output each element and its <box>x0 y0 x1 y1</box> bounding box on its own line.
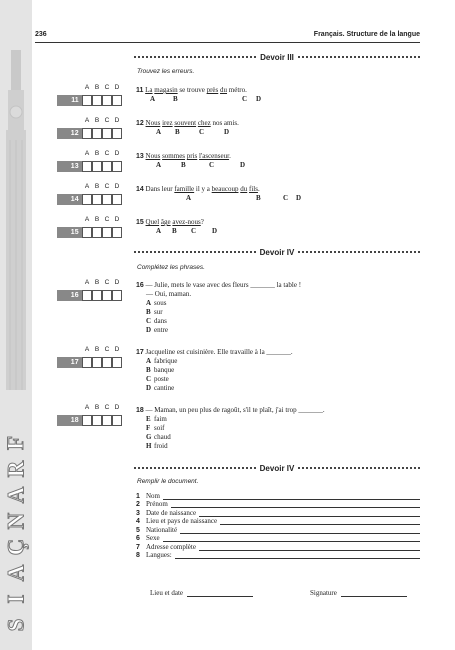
field-label: Nom <box>146 491 160 500</box>
underlined-segment: du <box>240 185 248 193</box>
question-number: 18 <box>136 407 144 414</box>
field-number: 8 <box>136 552 140 559</box>
answer-checkbox[interactable] <box>92 95 102 106</box>
error-label: C <box>209 161 215 169</box>
underlined-segment: Quel <box>145 218 160 226</box>
option-d[interactable] <box>136 384 293 393</box>
question-13 <box>136 152 231 161</box>
option-letter: C <box>146 375 152 383</box>
option-letter: C <box>146 317 152 325</box>
error-label: B <box>181 161 186 169</box>
option-b[interactable] <box>136 308 301 317</box>
question-17 <box>136 348 293 393</box>
option-text: dans <box>154 317 167 325</box>
answer-checkbox[interactable] <box>82 161 92 172</box>
field-label: Lieu et pays de naissance <box>146 517 218 525</box>
answer-letter: C <box>104 404 110 411</box>
underlined-segment: La <box>145 86 153 94</box>
form-field-row[interactable] <box>136 508 420 517</box>
option-text: sur <box>154 308 163 316</box>
error-label: D <box>256 95 262 103</box>
question-14 <box>136 185 260 194</box>
vertical-letter: F <box>3 435 28 451</box>
answer-checkbox[interactable] <box>102 415 112 426</box>
question-text: — Maman, un peu plus de ragoût, s'il te plaît, j'ai trop _______. <box>145 406 325 414</box>
sidebar <box>0 0 32 650</box>
error-label: C <box>199 128 205 136</box>
answer-letter: C <box>104 346 110 353</box>
question-number: 14 <box>136 186 144 193</box>
option-letter: E <box>146 415 151 423</box>
field-input-line[interactable] <box>180 527 420 534</box>
error-label: C <box>242 95 248 103</box>
error-label: D <box>212 227 218 235</box>
answer-checkbox[interactable] <box>112 227 122 238</box>
text-segment: se trouve <box>177 86 207 94</box>
answer-letter: B <box>94 183 100 190</box>
vertical-letter: Ç <box>3 538 28 556</box>
field-number: 3 <box>136 509 140 517</box>
answer-checkbox[interactable] <box>82 95 92 106</box>
question-text: — Julie, mets le vase avec des fleurs _______ la table ! <box>145 281 302 289</box>
answer-checkbox[interactable] <box>102 290 112 301</box>
option-letter: D <box>146 326 152 334</box>
lieu-date-field[interactable]: Lieu et date <box>150 589 253 597</box>
option-text: soif <box>154 424 165 432</box>
answer-number: 16 <box>57 290 82 301</box>
option-text: entre <box>154 326 168 334</box>
answer-letter: D <box>114 150 120 157</box>
vertical-letter: A <box>3 486 28 504</box>
instruction-devoir-4: Complétez les phrases. <box>137 264 205 271</box>
answer-letter: A <box>84 183 90 190</box>
field-input-line[interactable] <box>199 510 420 517</box>
answer-checkbox[interactable] <box>112 95 122 106</box>
form-field-row[interactable] <box>136 517 420 526</box>
instruction-devoir-3: Trouvez les erreurs. <box>137 68 195 75</box>
option-text: cantine <box>154 384 175 392</box>
answer-grid <box>57 346 122 368</box>
option-letter: G <box>146 433 152 441</box>
answer-grid <box>57 117 122 139</box>
answer-checkbox[interactable] <box>82 290 92 301</box>
option-c[interactable] <box>136 317 301 326</box>
answer-letter: B <box>94 84 100 91</box>
question-number: 11 <box>136 87 144 94</box>
answer-letter: D <box>114 216 120 223</box>
error-label: C <box>191 227 197 235</box>
option-letter: A <box>146 357 152 365</box>
answer-letter: B <box>94 404 100 411</box>
answer-checkbox[interactable] <box>92 415 102 426</box>
underlined-segment: l'ascenseur <box>199 152 230 160</box>
form-field-row[interactable] <box>136 491 420 500</box>
answer-letter: A <box>84 279 90 286</box>
page-header <box>35 30 420 43</box>
option-letter: F <box>146 424 151 432</box>
answer-checkbox[interactable] <box>92 161 102 172</box>
form-field-row[interactable] <box>136 500 420 509</box>
error-label: B <box>256 194 261 202</box>
option-e[interactable] <box>136 415 325 424</box>
question-12 <box>136 119 239 128</box>
answer-letter: A <box>84 84 90 91</box>
vertical-letter: R <box>3 460 28 478</box>
error-label: C <box>283 194 289 202</box>
option-letter: H <box>146 442 152 450</box>
answer-checkbox[interactable] <box>102 95 112 106</box>
question-15 <box>136 218 204 227</box>
option-text: faim <box>154 415 167 423</box>
answer-letter: C <box>104 183 110 190</box>
answer-grid <box>57 279 122 301</box>
section-heading-devoir-3: Devoir III <box>134 51 420 63</box>
option-b[interactable] <box>136 366 293 375</box>
form-field-row[interactable] <box>136 534 420 543</box>
option-text: chaud <box>154 433 171 441</box>
signature-field[interactable]: Signature <box>310 589 407 597</box>
text-segment: . <box>257 185 260 193</box>
answer-checkbox[interactable] <box>92 194 102 205</box>
error-label: A <box>150 95 156 103</box>
answer-letter: A <box>84 216 90 223</box>
option-d[interactable] <box>136 326 301 335</box>
answer-checkbox[interactable] <box>102 161 112 172</box>
answer-checkbox[interactable] <box>92 227 102 238</box>
answer-letter: C <box>104 279 110 286</box>
option-g[interactable] <box>136 433 325 442</box>
text-segment: Dans leur <box>145 185 175 193</box>
error-label: D <box>240 161 246 169</box>
underlined-segment: âge <box>160 218 171 226</box>
field-number: 1 <box>136 492 140 500</box>
underlined-segment: pris <box>186 152 198 160</box>
answer-checkbox[interactable] <box>82 194 92 205</box>
section-heading-devoir-form: Devoir IV <box>134 462 420 474</box>
answer-letter: B <box>94 216 100 223</box>
answer-letter: D <box>114 346 120 353</box>
answer-number: 18 <box>57 415 82 426</box>
answer-grid <box>57 183 122 205</box>
answer-grid <box>57 150 122 172</box>
form-field-row[interactable] <box>136 525 420 534</box>
answer-number: 13 <box>57 161 82 172</box>
field-input-line[interactable] <box>199 544 420 551</box>
answer-checkbox[interactable] <box>112 161 122 172</box>
question-number: 13 <box>136 153 144 160</box>
answer-letter: B <box>94 279 100 286</box>
answer-grid <box>57 84 122 106</box>
field-number: 7 <box>136 543 140 551</box>
answer-grid <box>57 216 122 238</box>
option-letter: B <box>146 366 151 374</box>
error-label: A <box>186 194 192 202</box>
answer-letter: A <box>84 404 90 411</box>
option-text: froid <box>154 442 168 450</box>
field-number: 4 <box>136 518 140 525</box>
option-a[interactable] <box>136 299 301 308</box>
field-label: Prénom <box>146 500 168 508</box>
vertical-letter: N <box>3 512 28 530</box>
answer-number: 15 <box>57 227 82 238</box>
option-text: fabrique <box>154 357 178 365</box>
error-label: B <box>175 128 180 136</box>
underlined-segment: magasin <box>154 86 178 94</box>
underlined-segment: irez <box>162 119 173 127</box>
answer-checkbox[interactable] <box>102 194 112 205</box>
answer-letter: A <box>84 150 90 157</box>
field-input-line[interactable] <box>171 501 420 508</box>
answer-checkbox[interactable] <box>82 415 92 426</box>
text-segment: il y a <box>194 185 212 193</box>
answer-letter: C <box>104 216 110 223</box>
underlined-segment: sommes <box>162 152 186 160</box>
answer-grid <box>57 404 122 426</box>
underlined-segment: du <box>220 86 228 94</box>
error-label: B <box>172 227 177 235</box>
answer-checkbox[interactable] <box>82 128 92 139</box>
error-label: A <box>156 128 162 136</box>
answer-number: 11 <box>57 95 82 106</box>
big-ben-watermark <box>2 50 30 390</box>
answer-number: 14 <box>57 194 82 205</box>
section-heading-devoir-4: Devoir IV <box>134 246 420 258</box>
answer-checkbox[interactable] <box>102 227 112 238</box>
answer-checkbox[interactable] <box>112 194 122 205</box>
underlined-segment: Nous <box>145 119 161 127</box>
answer-letter: D <box>114 117 120 124</box>
question-number: 17 <box>136 349 144 356</box>
answer-letter: B <box>94 346 100 353</box>
vertical-letter: S <box>2 618 28 632</box>
answer-letter: D <box>114 279 120 286</box>
question-number: 16 <box>136 282 144 289</box>
field-input-line[interactable] <box>220 518 420 525</box>
answer-checkbox[interactable] <box>112 128 122 139</box>
answer-letter: C <box>104 84 110 91</box>
option-a[interactable] <box>136 357 293 366</box>
underlined-segment: Nous <box>145 152 161 160</box>
field-label: Date de naissance <box>146 508 197 517</box>
option-c[interactable] <box>136 375 293 384</box>
text-segment: nos amis. <box>210 119 239 127</box>
underlined-segment: beaucoup <box>211 185 239 193</box>
answer-checkbox[interactable] <box>92 357 102 368</box>
document-form <box>136 491 420 559</box>
answer-checkbox[interactable] <box>82 227 92 238</box>
field-label: Nationalité <box>146 525 178 534</box>
text-segment: métro. <box>227 86 247 94</box>
form-field-row[interactable] <box>136 551 420 560</box>
answer-checkbox[interactable] <box>92 290 102 301</box>
underlined-segment: souvent <box>174 119 197 127</box>
underlined-segment: chez <box>197 119 211 127</box>
option-letter: D <box>146 384 152 392</box>
option-h[interactable] <box>136 442 325 451</box>
question-text: Jacqueline est cuisinière. Elle travaille à la _______. <box>145 348 293 356</box>
answer-checkbox[interactable] <box>102 128 112 139</box>
answer-letter: A <box>84 346 90 353</box>
answer-checkbox[interactable] <box>112 415 122 426</box>
question-text: — Oui, maman. <box>146 290 192 298</box>
option-text: banque <box>154 366 175 374</box>
error-label: D <box>224 128 230 136</box>
option-f[interactable] <box>136 424 325 433</box>
text-segment: ? <box>200 218 204 226</box>
answer-letter: C <box>104 150 110 157</box>
question-16 <box>136 281 301 335</box>
answer-checkbox[interactable] <box>112 357 122 368</box>
answer-letter: B <box>94 117 100 124</box>
text-segment: . <box>229 152 231 160</box>
instruction-devoir-form: Remplir le document. <box>137 478 199 485</box>
answer-checkbox[interactable] <box>82 357 92 368</box>
underlined-segment: avez-nous <box>172 218 201 226</box>
field-number: 6 <box>136 535 140 542</box>
field-input-line[interactable] <box>175 552 420 559</box>
answer-letter: D <box>114 404 120 411</box>
answer-checkbox[interactable] <box>102 357 112 368</box>
answer-checkbox[interactable] <box>92 128 102 139</box>
error-label: A <box>156 227 162 235</box>
field-label: Adresse complète <box>146 542 196 551</box>
option-letter: B <box>146 308 151 316</box>
field-number: 5 <box>136 526 140 534</box>
field-input-line[interactable] <box>163 535 420 542</box>
option-letter: A <box>146 299 152 307</box>
question-18 <box>136 406 325 451</box>
answer-number: 17 <box>57 357 82 368</box>
answer-letter: C <box>104 117 110 124</box>
field-input-line[interactable] <box>163 493 420 500</box>
option-text: poste <box>154 375 169 383</box>
error-label: A <box>156 161 162 169</box>
answer-number: 12 <box>57 128 82 139</box>
answer-checkbox[interactable] <box>112 290 122 301</box>
error-label: B <box>173 95 178 103</box>
field-label: Langues: <box>146 551 172 559</box>
option-text: sous <box>154 299 167 307</box>
answer-letter: D <box>114 183 120 190</box>
underlined-segment: près <box>206 86 219 94</box>
vertical-letter: I <box>2 594 28 604</box>
underlined-segment: fils <box>248 185 258 193</box>
field-number: 2 <box>136 501 140 508</box>
vertical-letter: A <box>3 564 28 582</box>
running-title: Français. Structure de la langue <box>313 31 420 38</box>
error-label: D <box>296 194 302 202</box>
answer-letter: D <box>114 84 120 91</box>
answer-letter: A <box>84 117 90 124</box>
form-field-row[interactable] <box>136 542 420 551</box>
question-number: 15 <box>136 219 144 226</box>
field-label: Sexe <box>146 534 160 542</box>
question-11 <box>136 86 247 95</box>
answer-letter: B <box>94 150 100 157</box>
vertical-francais-text <box>3 430 29 638</box>
page-number: 236 <box>35 31 47 38</box>
underlined-segment: famille <box>174 185 195 193</box>
question-number: 12 <box>136 120 144 127</box>
